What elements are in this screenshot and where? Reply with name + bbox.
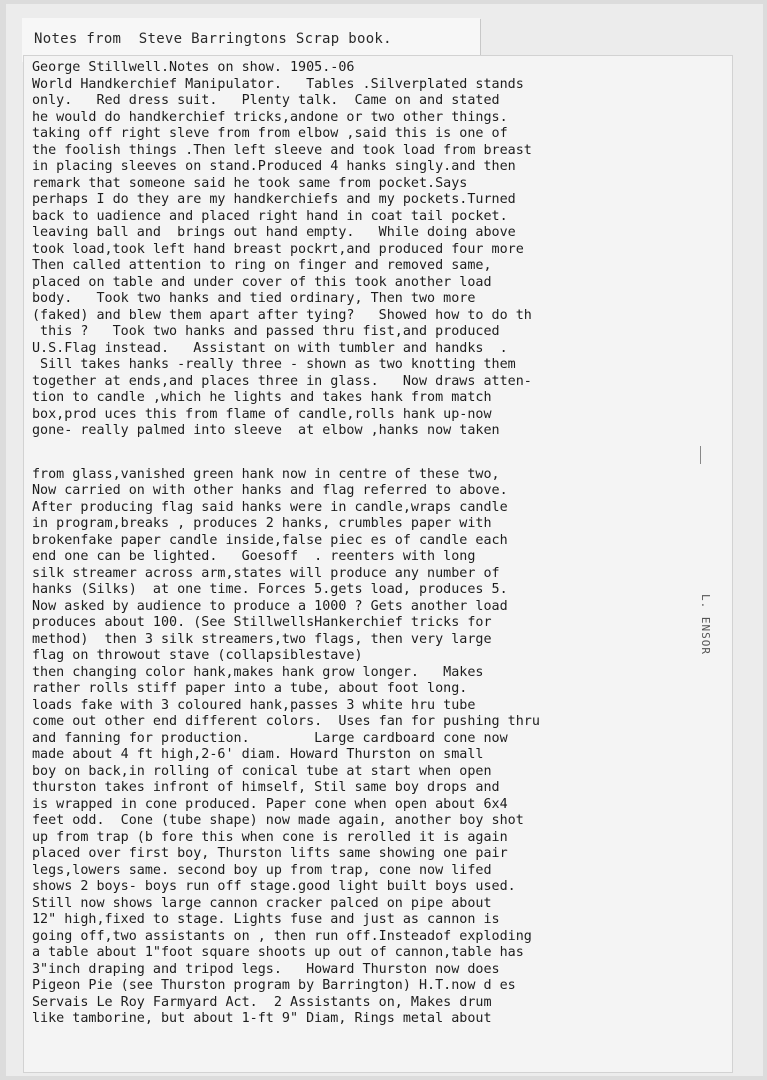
text-line: tion to candle ,which he lights and takes hank from match <box>32 390 492 405</box>
text-line: brokenfake paper candle inside,false piec es of candle each <box>32 532 508 548</box>
text-line: going off,two assistants on , then run off.Insteadof exploding <box>32 928 532 944</box>
text-line: up from trap (b fore this when cone is rerolled it is again <box>32 829 508 845</box>
text-line: flag on throwout stave (collapsiblestave) <box>32 648 363 663</box>
text-line: gone- really palmed into sleeve at elbow ,hanks now taken <box>32 423 500 438</box>
paragraph-gap <box>32 440 732 467</box>
margin-mark <box>700 446 711 464</box>
text-line: perhaps I do they are my handkerchiefs and my pockets.Turned <box>32 192 516 207</box>
text-line: together at ends,and places three in glass. Now draws atten- <box>32 373 532 389</box>
text-line: boy on back,in rolling of conical tube at start when open <box>32 763 492 779</box>
text-line: loads fake with 3 coloured hank,passes 3 white hru tube <box>32 697 476 713</box>
text-line: U.S.Flag instead. Assistant on with tumbler and handks . <box>32 340 508 356</box>
document-body <box>32 60 732 1028</box>
text-line: Pigeon Pie (see Thurston program by Barrington) H.T.now d es <box>32 978 516 993</box>
text-line: remark that someone said he took same from pocket.Says <box>32 175 468 191</box>
text-line: this ? Took two hanks and passed thru fist,and produced <box>32 324 500 339</box>
text-line: Now carried on with other hanks and flag referred to above. <box>32 483 508 498</box>
text-line: (faked) and blew them apart after tying? Showed how to do th <box>32 307 532 323</box>
paragraph-2 <box>32 467 732 1028</box>
text-line: method) then 3 silk streamers,two flags, then very large <box>32 631 492 647</box>
text-line: a table about 1"foot square shoots up out of cannon,table has <box>32 945 524 960</box>
text-line: Sill takes hanks -really three - shown as two knotting them <box>32 357 516 372</box>
text-line: 3"inch draping and tripod legs. Howard Thurston now does <box>32 961 500 977</box>
text-line: in placing sleeves on stand.Produced 4 hanks singly.and then <box>32 159 516 174</box>
text-line: took load,took left hand breast pockrt,and produced four more <box>32 241 524 257</box>
text-line: body. Took two hanks and tied ordinary, Then two more <box>32 291 476 306</box>
text-line: leaving ball and brings out hand empty. While doing above <box>32 225 516 240</box>
text-line: back to uadience and placed right hand in coat tail pocket. <box>32 208 508 224</box>
text-line: he would do handkerchief tricks,andone or two other things. <box>32 109 508 125</box>
text-line: in program,breaks , produces 2 hanks, crumbles paper with <box>32 516 492 531</box>
text-line: from glass,vanished green hank now in centre of these two, <box>32 466 500 482</box>
text-line: placed over first boy, Thurston lifts same showing one pair <box>32 846 508 861</box>
text-line: World Handkerchief Manipulator. Tables .Silverplated stands <box>32 76 524 92</box>
text-line: silk streamer across arm,states will produce any number of <box>32 565 500 581</box>
text-line: George Stillwell.Notes on show. 1905.-06 <box>32 60 355 75</box>
text-line: rather rolls stiff paper into a tube, about foot long. <box>32 681 468 696</box>
text-line: produces about 100. (See StillwellsHankerchief tricks for <box>32 615 492 630</box>
margin-note: L. ENSOR <box>699 594 712 655</box>
text-line: Then called attention to ring on finger and removed same, <box>32 258 492 273</box>
text-line: Now asked by audience to produce a 1000 ? Gets another load <box>32 598 508 614</box>
text-line: Still now shows large cannon cracker palced on pipe about <box>32 895 492 911</box>
paragraph-1 <box>32 60 732 440</box>
text-line: placed on table and under cover of this took another load <box>32 274 492 290</box>
text-line: hanks (Silks) at one time. Forces 5.gets load, produces 5. <box>32 582 508 597</box>
document-title: Notes from Steve Barringtons Scrap book. <box>34 31 392 47</box>
text-line: is wrapped in cone produced. Paper cone when open about 6x4 <box>32 796 508 812</box>
text-line: After producing flag said hanks were in candle,wraps candle <box>32 499 508 515</box>
text-line: like tamborine, but about 1-ft 9" Diam, Rings metal about <box>32 1011 492 1026</box>
text-line: thurston takes infront of himself, Stil same boy drops and <box>32 780 500 795</box>
text-line: shows 2 boys- boys run off stage.good light built boys used. <box>32 879 516 894</box>
text-line: end one can be lighted. Goesoff . reenters with long <box>32 549 476 564</box>
text-line: feet odd. Cone (tube shape) now made again, another boy shot <box>32 813 524 828</box>
text-line: 12" high,fixed to stage. Lights fuse and just as cannon is <box>32 912 500 927</box>
text-line: only. Red dress suit. Plenty talk. Came on and stated <box>32 93 500 108</box>
text-line: made about 4 ft high,2-6' diam. Howard Thurston on small <box>32 747 484 762</box>
text-line: come out other end different colors. Uses fan for pushing thru <box>32 714 540 729</box>
text-line: legs,lowers same. second boy up from trap, cone now lifed <box>32 862 492 878</box>
text-line: and fanning for production. Large cardboard cone now <box>32 730 508 746</box>
text-line: taking off right sleve from from elbow ,said this is one of <box>32 126 508 141</box>
text-line: then changing color hank,makes hank grow longer. Makes <box>32 664 484 680</box>
text-line: the foolish things .Then left sleeve and took load from breast <box>32 142 532 158</box>
text-line: box,prod uces this from flame of candle,rolls hank up-now <box>32 406 492 422</box>
text-line: Servais Le Roy Farmyard Act. 2 Assistants on, Makes drum <box>32 994 492 1010</box>
